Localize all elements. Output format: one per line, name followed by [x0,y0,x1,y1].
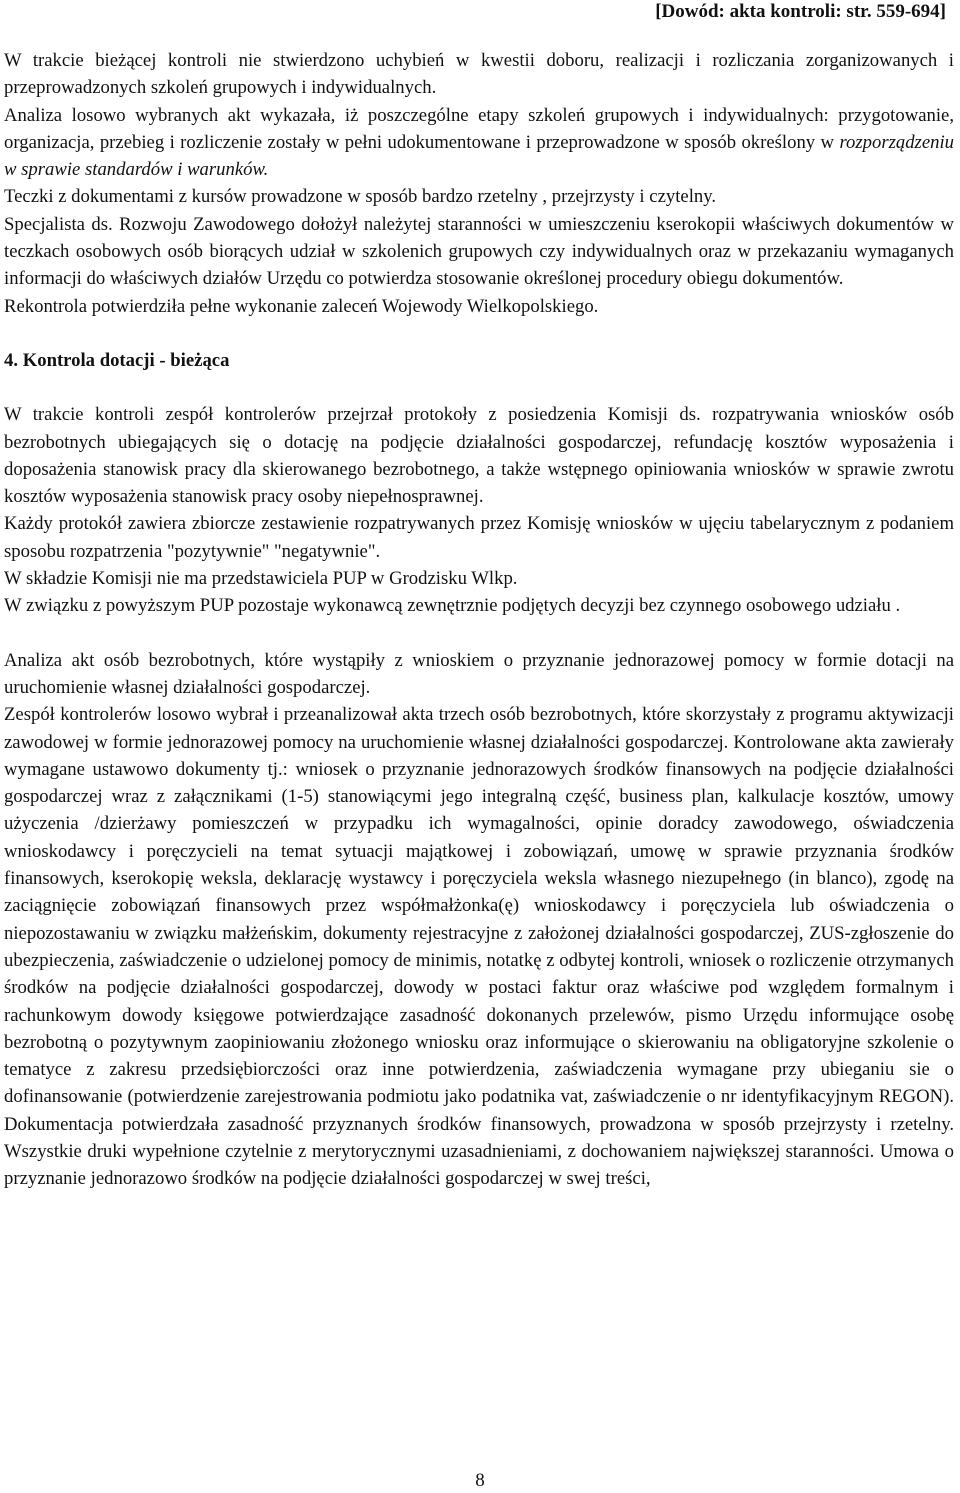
page-number: 8 [475,1470,485,1491]
document-body [4,47,954,1193]
spacer [4,320,954,347]
paragraph-files-analysis: Analiza akt osób bezrobotnych, które wystąpiły z wnioskiem o przyznanie jednorazowej pomocy w formie dotacji na uruchomienie własnej działalności gospodarczej. [4,649,954,698]
spacer [4,374,954,401]
paragraph-no-irregularities: W trakcie bieżącej kontroli nie stwierdzono uchybień w kwestii doboru, realizacji i rozliczania zorganizowanych i przeprowadzonych szkoleń grupowych i indywidualnych. [4,50,954,99]
paragraph-recontrol: Rekontrola potwierdziła pełne wykonanie zaleceń Wojewody Wielkopolskiego. [4,295,599,317]
paragraph-analysis-text: Analiza losowo wybranych akt wykazała, iż poszczególne etapy szkoleń grupowych i indywidualnych: przygotowanie, organizacja, przebieg i rozliczenie zostały w pełni udokumentowane i przeprowadzone w sposób określony w [4,104,954,153]
paragraph-protocol-contents: Każdy protokół zawiera zbiorcze zestawienie rozpatrywanych przez Komisję wniosków w ujęciu tabelarycznym z podaniem sposobu rozpatrzenia "pozytywnie" "negatywnie". [4,513,954,562]
paragraph-analysis-training [4,102,954,184]
section-heading: 4. Kontrola dotacji - bieżąca [4,349,230,371]
spacer [4,620,954,647]
paragraph-pup-role: W związku z powyższym PUP pozostaje wykonawcą zewnętrznie podjętych decyzji bez czynnego osobowego udziału . [4,595,901,617]
regulation-reference: rozporządzeniu w sprawie standardów i warunków. [4,131,954,181]
paragraph-team-review: Zespół kontrolerów losowo wybrał i przeanalizował akta trzech osób bezrobotnych, które skorzystały z programu aktywizacji zawodowej w formie jednorazowej pomocy na uruchomienie własnej działalności gospodarczej. Kontrolowane akta zawierały wymagane ustawowo dokumenty tj.: wniosek o przyznanie jednorazowych środków finansowych na podjęcie działalności gospodarczej wraz z załącznikami (1-5) stanowiącymi jego integralną część, business plan, kalkulacje kosztów, umowy użyczenia /dzierżawy pomieszczeń w przypadku ich wymagalności, opinie doradcy zawodowego, oświadczenia wnioskodawcy i poręczycieli na temat sytuacji majątkowej i zobowiązań, umowę w sprawie przyznania środków finansowych, kserokopię weksla, deklarację wystawcy i poręczyciela weksla własnego niezupełnego (in blanco), zgodę na zaciągnięcie zobowiązań finansowych przez współmałżonka(ę) wnioskodawcy i poręczyciela lub oświadczenia o niepozostawaniu w związku małżeńskim, dokumenty rejestracyjne z założonej działalności gospodarczej, ZUS-zgłoszenie do ubezpieczenia, zaświadczenie o udzielonej pomocy de minimis, notatkę z odbytej kontroli, wniosek o rozliczenie otrzymanych środków na podjęcie działalności gospodarczej, dowody w postaci faktur oraz właściwe pod względem formalnym i rachunkowym dowody księgowe potwierdzające zasadność dokonanych przelewów, pismo Urzędu informujące osobę bezrobotną o pozytywnym zaopiniowaniu złożonego wniosku oraz informujące o skierowaniu na obligatoryjne szkolenie o tematyce z zakresu przedsiębiorczości oraz inne potwierdzenia, zaświadczenia wymagane przy ubieganiu sie o dofinansowanie (potwierdzenie zarejestrowania podmiotu jako podatnika vat, zaświadczenie o nr identyfikacyjnym REGON). Dokumentacja potwierdzała zasadność przyznanych środków finansowych, prowadzona w sposób przejrzysty i rzetelny. Wszystkie druki wypełnione czytelnie z merytorycznymi uzasadnieniami, z dochowaniem największej staranności. Umowa o przyznanie jednorazowo środków na podjęcie działalności gospodarczej w swej treści, [4,704,954,1190]
paragraph-course-folders: Teczki z dokumentami z kursów prowadzone w sposób bardzo rzetelny , przejrzysty i czytelny. [4,186,717,208]
paragraph-specialist: Specjalista ds. Rozwoju Zawodowego dołożył należytej staranności w umieszczeniu kserokopii właściwych dokumentów w teczkach osobowych osób biorących udział w szkolenich grupowych czy indywidualnych oraz w przekazaniu wymaganych informacji do właściwych działów Urzędu co potwierdza stosowanie określonej procedury obiegu dokumentów. [4,213,954,290]
evidence-reference: [Dowód: akta kontroli: str. 559-694] [655,1,946,22]
paragraph-commission-composition: W składzie Komisji nie ma przedstawiciela PUP w Grodzisku Wlkp. [4,568,518,590]
paragraph-commission-protocols: W trakcie kontroli zespół kontrolerów przejrzał protokoły z posiedzenia Komisji ds. rozpatrywania wniosków osób bezrobotnych ubiegających się o dotację na podjęcie działalności gospodarczej, refundację kosztów wyposażenia i doposażenia stanowisk pracy dla skierowanego bezrobotnego, a także wstępnego opiniowania wniosków w sprawie zwrotu kosztów wyposażenia stanowisk pracy osoby niepełnosprawnej. [4,404,954,508]
